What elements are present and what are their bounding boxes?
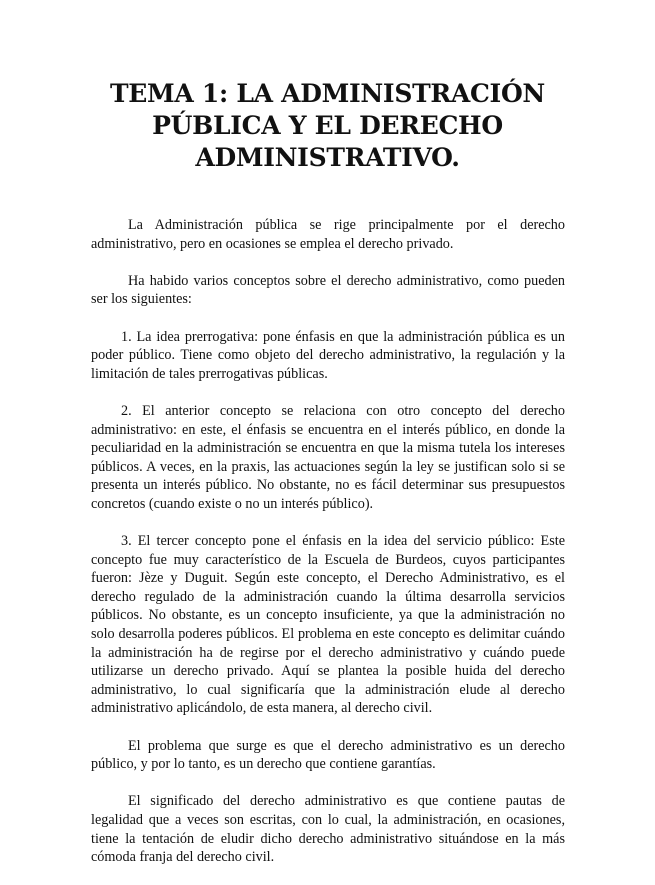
problem-paragraph: El problema que surge es que el derecho administrativo es un derecho público, y por lo tanto, es un derecho que contiene garantías. xyxy=(91,737,565,773)
document-title: TEMA 1: LA ADMINISTRACIÓN PÚBLICA Y EL DERECHO ADMINISTRATIVO. xyxy=(110,79,545,172)
document-body xyxy=(91,216,565,885)
significance-paragraph: El significado del derecho administrativo es que contiene pautas de legalidad que a veces son escritas, con lo cual, la administración, en ocasiones, tiene la tentación de eludir dicho derecho administrativo situándose en la más cómoda franja del derecho civil. xyxy=(91,793,565,866)
intro-paragraph: La Administración pública se rige principalmente por el derecho administrativo, pero en ocasiones se emplea el derecho privado. xyxy=(91,217,565,252)
list-item-2: 2. El anterior concepto se relaciona con otro concepto del derecho administrativo: en este, el énfasis se encuentra en el interés público, en donde la peculiaridad en la administración se encuentra en que la misma tutela los intereses públicos. A veces, en la praxis, las actuaciones según la ley se justifican solo si se presenta un interés público. No obstante, no es fácil determinar sus presupuestos concretos (cuando existe o no un interés público). xyxy=(91,402,565,512)
list-item-1: 1. La idea prerrogativa: pone énfasis en que la administración pública es un poder público. Tiene como objeto del derecho administrativo, la regulación y la limitación de tales prerrogativas públicas. xyxy=(91,328,565,382)
list-item-3: 3. El tercer concepto pone el énfasis en la idea del servicio público: Este concepto fue muy característico de la Escuela de Burdeos, cuyos participantes fueron: Jèze y Duguit. Según este concepto, el Derecho Administrativo, es el derecho regulado de la administración cuando la última desarrolla servicios públicos. No obstante, es un concepto insuficiente, ya que la administración no solo desarrolla poderes públicos. El problema en este concepto es delimitar cuándo la administración ha de regirse por el derecho administrativo y cuándo puede utilizarse un derecho privado. Aquí se plantea la posible huida del derecho administrativo, lo cual significaría que la administración elude al derecho administrativo aplicándolo, de esta manera, al derecho civil. xyxy=(91,533,565,717)
concepts-intro-paragraph: Ha habido varios conceptos sobre el derecho administrativo, como pueden ser los siguientes: xyxy=(91,272,565,308)
